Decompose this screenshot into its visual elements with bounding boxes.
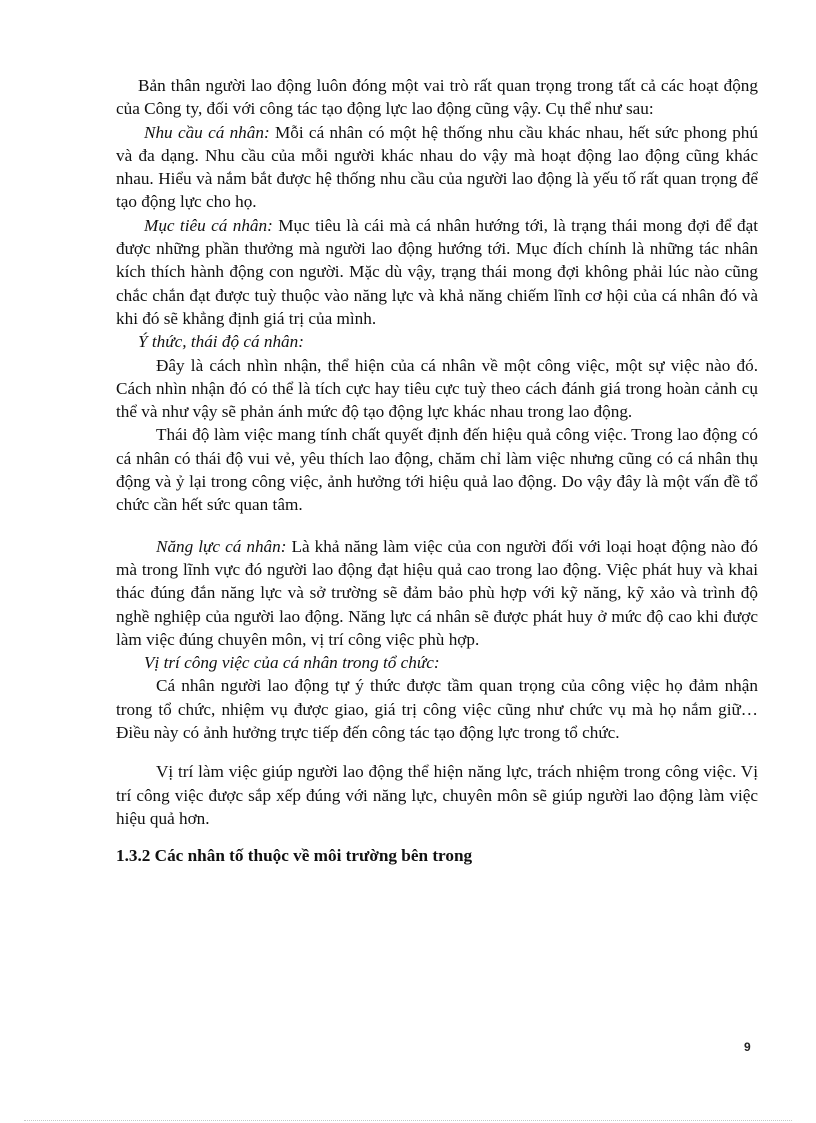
personal-ability-text: Là khả năng làm việc của con người đối với loại hoạt động nào đó mà trong lĩnh vực đó người lao động đạt hiệu quả cao trong lao động. Việc phát huy và khai thác đúng đắn năng lực và sở trường sẽ đảm bảo phù hợp với kỹ năng, kỹ xảo và trình độ nghề nghiệp của người lao động. Năng lực cá nhân sẽ được phát huy ở mức độ cao khi được làm việc đúng chuyên môn, vị trí công việc phù hợp.	[116, 536, 758, 649]
personal-needs-label: Nhu cầu cá nhân:	[144, 122, 270, 142]
paragraph-work-attitude: Thái độ làm việc mang tính chất quyết định đến hiệu quả công việc. Trong lao động có cá nhân có thái độ vui vẻ, yêu thích lao động, chăm chỉ làm việc nhưng cũng có cá nhân thụ động và ỷ lại trong công việc, ảnh hưởng tới hiệu quả lao động. Do vậy đây là một vấn đề tổ chức cần hết sức quan tâm.	[116, 425, 758, 515]
paragraph-personal-needs	[116, 121, 758, 214]
page-number: 9	[744, 1040, 751, 1054]
document-body	[116, 74, 758, 868]
footer-divider	[24, 1120, 792, 1121]
personal-attitude-label: Ý thức, thái độ cá nhân:	[138, 332, 304, 352]
paragraph-personal-ability	[116, 535, 758, 651]
section-heading: 1.3.2 Các nhân tố thuộc về môi trường bên trong	[116, 846, 473, 866]
paragraph-job-position: Cá nhân người lao động tự ý thức được tầm quan trọng của công việc họ đảm nhận trong tổ chức, nhiệm vụ được giao, giá trị công việc cũng như chức vụ mà họ nắm giữ… Điều này có ảnh hưởng trực tiếp đến công tác tạo động lực trong tổ chức.	[116, 676, 758, 743]
paragraph-attitude-perception: Đây là cách nhìn nhận, thể hiện của cá nhân về một công việc, một sự việc nào đó. Cách nhìn nhận đó có thể là tích cực hay tiêu cực tuỳ theo cách đánh giá trong hoàn cảnh cụ thể và như vậy sẽ phản ánh mức độ tạo động lực khác nhau trong lao động.	[116, 355, 758, 422]
paragraph-work-position: Vị trí làm việc giúp người lao động thể hiện năng lực, trách nhiệm trong công việc. Vị trí công việc được sắp xếp đúng với năng lực, chuyên môn sẽ giúp người lao động làm việc hiệu quả hơn.	[116, 762, 758, 828]
personal-goals-label: Mục tiêu cá nhân:	[144, 215, 273, 235]
personal-needs-text: Mỗi cá nhân có một hệ thống nhu cầu khác nhau, hết sức phong phú và đa dạng. Nhu cầu của mỗi người khác nhau do vậy mà hoạt động lao động cũng khác nhau. Hiểu và nắm bắt được hệ thống nhu cầu của người lao động là yếu tố rất quan trọng để tạo động lực cho họ.	[116, 122, 758, 212]
paragraph-personal-goals	[116, 214, 758, 330]
personal-goals-text: Mục tiêu là cái mà cá nhân hướng tới, là trạng thái mong đợi để đạt được những phần thưởng mà người lao động hướng tới. Mục đích chính là những tác nhân kích thích hành động con người. Mặc dù vậy, trạng thái mong đợi không phải lúc nào cũng chắc chắn đạt được tuỳ thuộc vào năng lực và khả năng chiếm lĩnh cơ hội của cá nhân đó và khi đó sẽ khẳng định giá trị của mình.	[116, 215, 758, 328]
job-position-label: Vị trí công việc của cá nhân trong tổ chức:	[144, 653, 440, 673]
paragraph-intro: Bản thân người lao động luôn đóng một vai trò rất quan trọng trong tất cả các hoạt động của Công ty, đối với công tác tạo động lực lao động cũng vậy. Cụ thể như sau:	[116, 76, 758, 119]
personal-ability-label: Năng lực cá nhân:	[156, 536, 287, 556]
